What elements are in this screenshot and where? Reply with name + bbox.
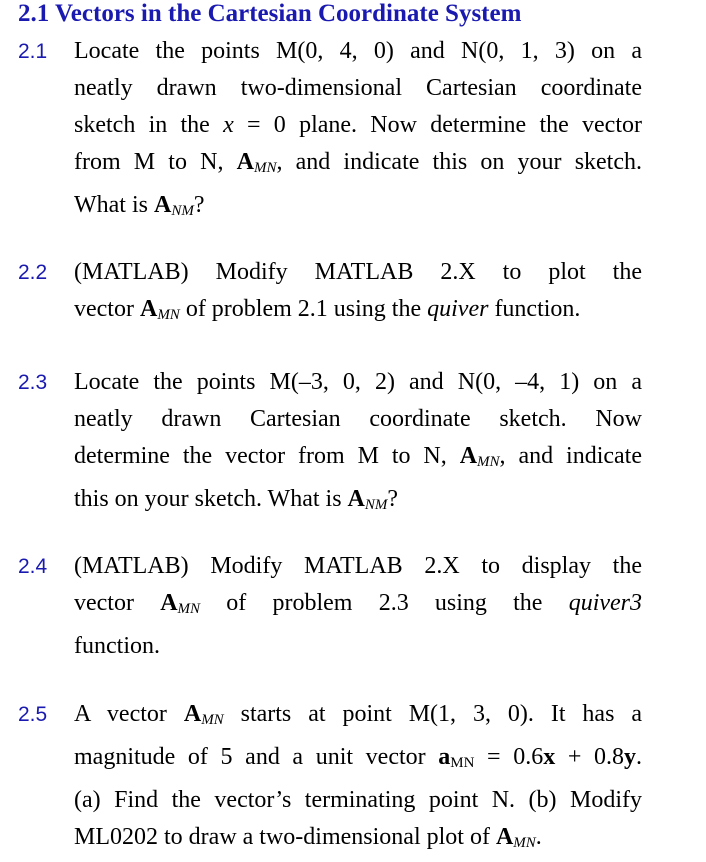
vector-subscript: NM xyxy=(171,203,194,219)
vector-subscript: NM xyxy=(364,497,388,513)
vector-subscript: MN xyxy=(201,712,224,728)
vector-symbol: A xyxy=(160,590,178,616)
text-line: determine the vector from M to N, $A_{MN}$, and indicate xyxy=(74,443,642,470)
text-line: sketch in the x = 0 plane. Now determine the vector xyxy=(74,112,642,138)
problem-number: 2.1 xyxy=(18,40,48,63)
vector-subscript: MN xyxy=(157,307,180,323)
problem-text xyxy=(74,696,642,862)
text-line: (a) Find the vector’s terminating point N. (b) Modify xyxy=(74,787,642,813)
text-line: What is $A_{NM}$? xyxy=(74,192,205,219)
problem-text xyxy=(74,254,642,334)
vector-symbol: A xyxy=(459,443,478,469)
problem-number: 2.2 xyxy=(18,261,48,284)
vector-symbol: A xyxy=(347,486,365,512)
vector-symbol: A xyxy=(153,192,172,218)
unit-y: y xyxy=(624,744,636,770)
text-line: Locate the points M(–3, 0, 2) and N(0, –4, 1) on a xyxy=(74,369,642,395)
problem-number: 2.4 xyxy=(18,555,48,578)
vector-symbol: A xyxy=(139,296,158,322)
problem-number: 2.5 xyxy=(18,703,48,726)
problem-text xyxy=(74,548,642,665)
text-line: vector $A_{MN}$ of problem 2.1 using the quiver function. xyxy=(74,296,581,323)
text-line: neatly drawn two-dimensional Cartesian coordinate xyxy=(74,75,642,101)
vector-symbol: A xyxy=(236,149,254,175)
text-line: A vector $A_{MN}$ starts at point M(1, 3, 0). It has a xyxy=(74,701,642,728)
text-line: magnitude of 5 and a unit vector $a_{MN} = 0.6x + 0.8y$. xyxy=(74,744,642,771)
text-line: ML0202 to draw a two-dimensional plot of $A_{MN}$. xyxy=(74,824,542,851)
vector-subscript: MN xyxy=(177,601,201,617)
text-line: from M to N, $A_{MN}$, and indicate this on your sketch. xyxy=(74,149,642,176)
text-line: this on your sketch. What is $A_{NM}$? xyxy=(74,486,399,513)
text-line: neatly drawn Cartesian coordinate sketch. Now xyxy=(74,406,642,432)
vector-symbol: A xyxy=(183,701,202,727)
vector-subscript: MN xyxy=(477,454,500,470)
function-name: quiver3 xyxy=(568,590,642,616)
unit-vector-subscript: MN xyxy=(450,755,475,771)
text-line: (MATLAB) Modify MATLAB 2.X to display the xyxy=(74,553,642,579)
text-line: vector $A_{MN}$ of problem 2.3 using the quiver3 xyxy=(74,590,642,617)
text-line: (MATLAB) Modify MATLAB 2.X to plot the xyxy=(74,259,642,285)
text-line: function. xyxy=(74,633,160,659)
unit-vector-symbol: a xyxy=(438,744,451,770)
vector-subscript: MN xyxy=(513,835,536,851)
text-line: Locate the points M(0, 4, 0) and N(0, 1, 3) on a xyxy=(74,38,642,64)
problem-text xyxy=(74,364,642,524)
problem-text xyxy=(74,33,642,230)
vector-symbol: A xyxy=(495,824,514,850)
unit-x: x xyxy=(543,744,556,770)
function-name: quiver xyxy=(427,296,489,322)
vector-subscript: MN xyxy=(253,160,277,176)
variable-x: x xyxy=(223,112,234,138)
section-title: 2.1 Vectors in the Cartesian Coordinate System xyxy=(18,0,522,27)
problem-number: 2.3 xyxy=(18,371,48,394)
